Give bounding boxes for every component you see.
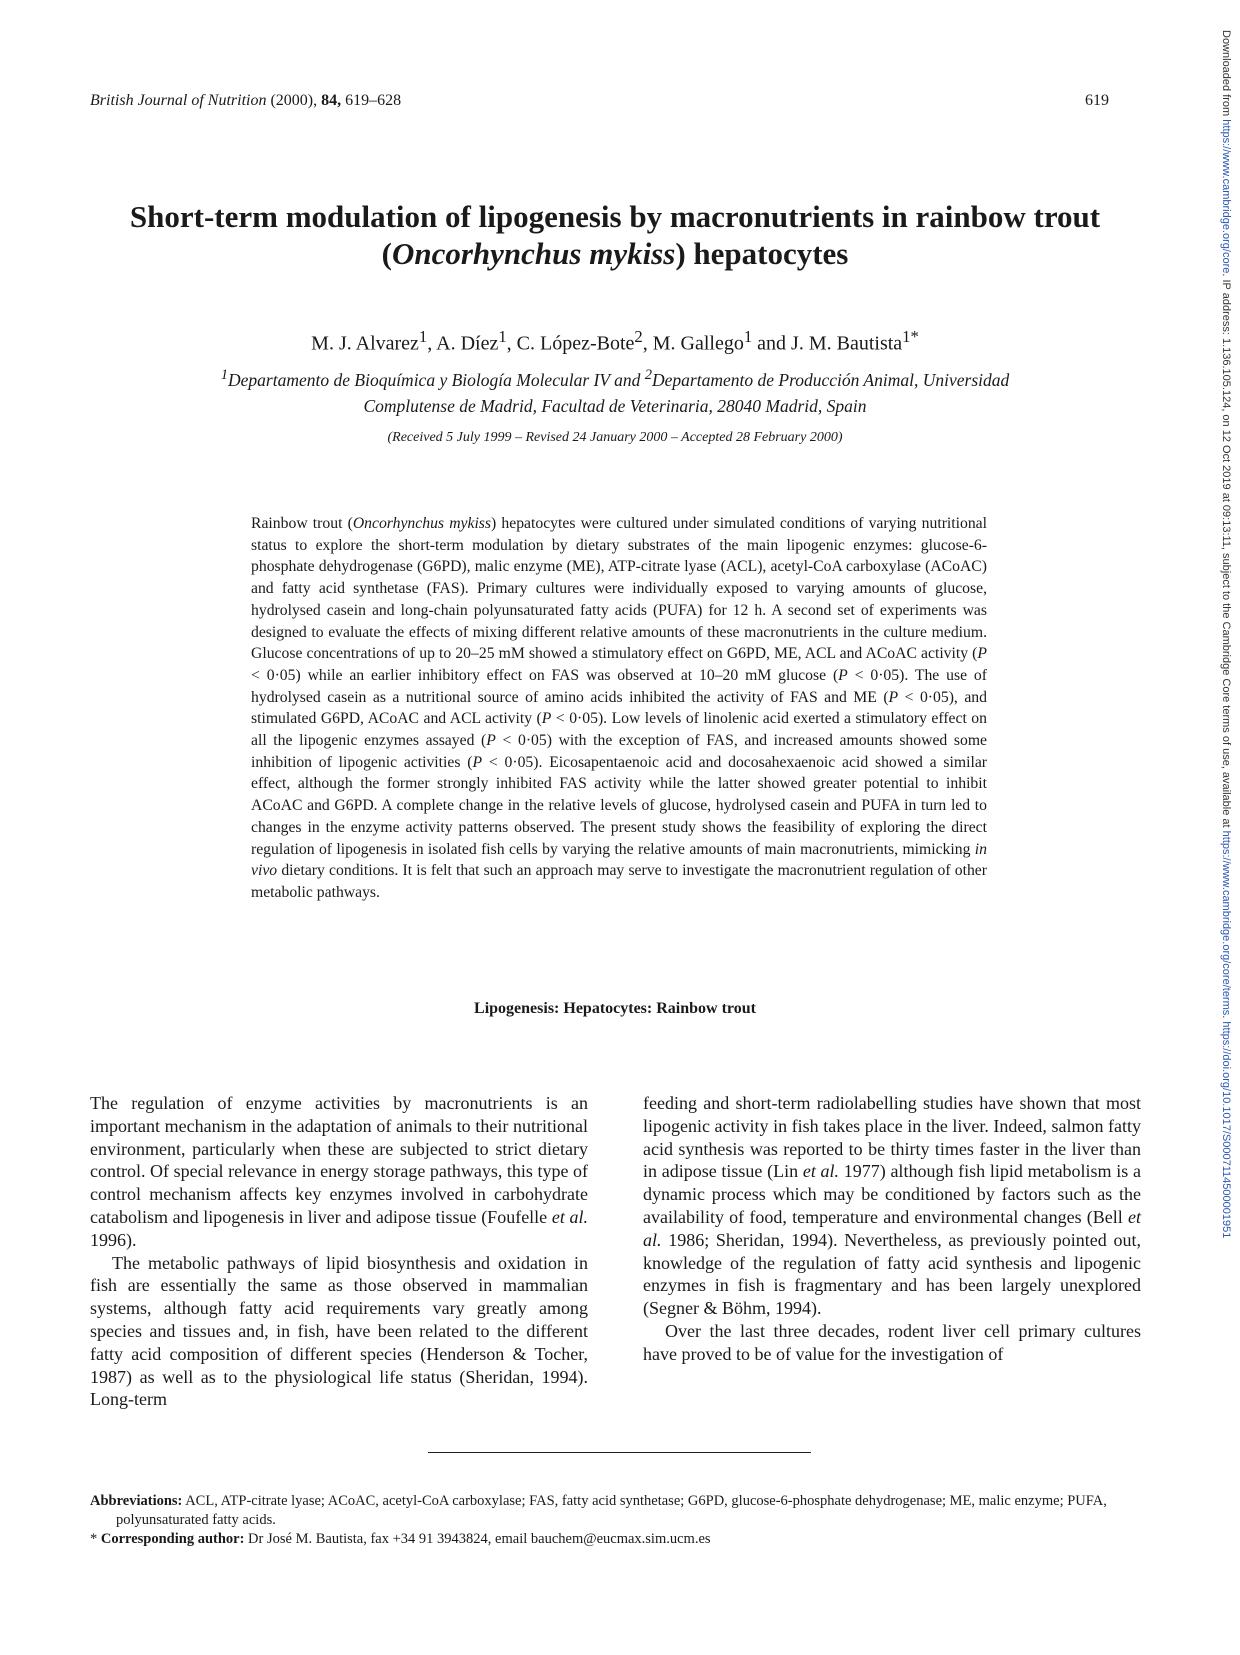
- abbreviations-footnote: [90, 1492, 1150, 1530]
- footnote-star: *: [90, 1531, 101, 1547]
- author: and J. M. Bautista: [752, 332, 903, 355]
- page-number: 619: [1085, 92, 1109, 109]
- abstract-text: < 0·05). The use of hydrolysed casein as a nutritional source of amino acids inhibited the activity of FAS and ME (: [251, 666, 987, 706]
- author: M. J. Alvarez: [311, 332, 419, 355]
- author: , M. Gallego: [642, 332, 744, 355]
- affiliation-address: Complutense de Madrid, Facultad de Veterinaria, 28040 Madrid, Spain: [363, 395, 867, 416]
- body-text-italic: et al.: [643, 1206, 1141, 1250]
- abstract-text: < 0·05). Eicosapentaenoic acid and docosahexaenoic acid showed a similar effect, although the former strongly inhibited FAS activity while the latter showed greater potential to inhibit ACoAC and G6PD. A complete change in the relative levels of glucose, hydrolysed casein and PUFA in turn led to changes in the enzyme activity patterns observed. The present study shows the feasibility of exploring the direct regulation of lipogenesis in isolated fish cells by varying the relative amounts of main macronutrients, mimicking: [251, 753, 988, 858]
- abstract: [251, 513, 987, 904]
- abstract-text: ) hepatocytes were cultured under simulated conditions of varying nutritional status to explore the short-term modulation by dietary substrates of the main lipogenic enzymes: glucose-6-phosphate dehydrogenase (G6PD), malic enzyme (ME), ATP-citrate lyase (ACL), acetyl-CoA carboxylase (ACoAC) and fatty acid synthetase (FAS). Primary cultures were individually exposed to varying amounts of glucose, hydrolysed casein and long-chain polyunsaturated fatty acids (PUFA) for 12 h. A second set of experiments was designed to evaluate the effects of mixing different relative amounts of these macronutrients in the culture medium. Glucose concentrations of up to 20–25 mM showed a stimulatory effect on G6PD, ME, ACL and ACoAC activity (: [251, 515, 988, 663]
- affiliation-mark: 1*: [902, 327, 919, 346]
- footnote-text: ACL, ATP-citrate lyase; ACoAC, acetyl-CoA carboxylase; FAS, fatty acid synthetase; G6PD, glucose-6-phosphate dehydrogenase; ME, malic enzyme; PUFA, polyunsaturated fatty acids.: [116, 1493, 1107, 1528]
- notice-text: .: [1220, 1015, 1232, 1022]
- journal-volume: 84,: [321, 92, 342, 109]
- journal-name: British Journal of Nutrition: [90, 92, 267, 109]
- title-species: Oncorhynchus mykiss: [391, 236, 676, 271]
- body-text-italic: et al.: [802, 1161, 840, 1182]
- p-value-symbol: P: [486, 732, 496, 750]
- abstract-text: < 0·05). Low levels of linolenic acid exerted a stimulatory effect on all the lipogenic enzymes assayed (: [251, 710, 987, 750]
- p-value-symbol: P: [541, 710, 552, 728]
- footnote-label: Corresponding author:: [100, 1531, 245, 1547]
- terms-link[interactable]: https://www.cambridge.org/core/terms: [1220, 830, 1232, 1016]
- p-value-symbol: P: [888, 688, 899, 706]
- affiliation-mark: 2: [634, 327, 643, 346]
- doi-link[interactable]: https://doi.org/10.1017/S0007114500001951: [1220, 1021, 1232, 1239]
- received-dates: (Received 5 July 1999 – Revised 24 January 2000 – Accepted 28 February 2000): [387, 430, 843, 445]
- body-paragraph: [90, 1092, 588, 1252]
- abstract-text: < 0·05) with the exception of FAS, and increased amounts showed some inhibition of lipogenic activities (: [251, 732, 987, 771]
- body-text: The regulation of enzyme activities by macronutrients is an important mechanism in the adaptation of animals to their nutritional environment, particularly when these are subjected to strict dietary control. Of special relevance in energy storage pathways, this type of control mechanism affects key enzymes involved in carbohydrate catabolism and lipogenesis in liver and adipose tissue (Foufelle: [90, 1093, 588, 1227]
- title-line-2: ) hepatocytes: [675, 236, 849, 271]
- affiliation-mark: 1: [220, 367, 229, 383]
- body-paragraph: The metabolic pathways of lipid biosynthesis and oxidation in fish are essentially the same as those observed in mammalian systems, although fatty acid requirements vary greatly among species and tissues and, in fish, have been related to the different fatty acid composition of different species (Henderson & Tocher, 1987) as well as to the physiological life status (Sheridan, 1994). Long-term: [90, 1252, 588, 1410]
- footnotes: [90, 1492, 1150, 1549]
- p-value-symbol: P: [838, 666, 848, 684]
- abstract-species: Oncorhynchus mykiss: [352, 515, 492, 532]
- notice-text: Downloaded from: [1220, 30, 1232, 120]
- body-column-right: [643, 1092, 1141, 1366]
- body-text: 1986; Sheridan, 1994). Nevertheless, as previously pointed out, knowledge of the regulation of fatty acid synthesis and lipogenic enzymes in fish is fragmentary and has been largely unexplored (Segner & Böhm, 1994).: [643, 1229, 1141, 1319]
- author-list: [60, 327, 1170, 356]
- affiliation-mark: 2: [644, 367, 653, 383]
- body-text: feeding and short-term radiolabelling studies have shown that most lipogenic activity in fish takes place in the liver. Indeed, salmon fatty acid synthesis was reported to be thirty times faster in the liver than in adipose tissue (Lin: [643, 1093, 1141, 1182]
- title-line-1: Short-term modulation of lipogenesis by macronutrients in rainbow trout: [129, 199, 1101, 234]
- abstract-text: Rainbow trout (: [251, 515, 353, 532]
- affiliation-mark: 1: [743, 327, 753, 346]
- p-value-symbol: P: [977, 645, 987, 663]
- notice-text: . IP address: 1.136.105.124, on 12 Oct 2019 at 09:13:11, subject to the Cambridge Core terms of use, available at: [1220, 273, 1232, 831]
- journal-year: (2000),: [270, 92, 318, 109]
- affiliations: [90, 362, 1140, 419]
- affiliation-dept-1: Departamento de Bioquímica y Biología Molecular IV and: [228, 369, 645, 390]
- footnote-divider: [428, 1452, 811, 1453]
- author: , C. López-Bote: [506, 332, 635, 355]
- body-text-italic: et al.: [551, 1206, 588, 1227]
- title-open-paren: (: [381, 236, 392, 271]
- abstract-in-vivo: in vivo: [251, 840, 987, 880]
- affiliation-mark: 1: [418, 327, 428, 346]
- p-value-symbol: P: [472, 753, 483, 771]
- author: , A. Díez: [427, 332, 499, 355]
- journal-pages: 619–628: [345, 92, 402, 109]
- corresponding-author-footnote: [90, 1530, 1150, 1549]
- abstract-text: < 0·05) while an earlier inhibitory effect on FAS was observed at 10–20 mM glucose (: [251, 666, 839, 684]
- cambridge-core-link[interactable]: https://www.cambridge.org/core: [1220, 119, 1232, 274]
- abstract-text: dietary conditions. It is felt that such an approach may serve to investigate the macronutrient regulation of other metabolic pathways.: [251, 862, 987, 901]
- footnote-text: Dr José M. Bautista, fax +34 91 3943824, email bauchem@eucmax.sim.ucm.es: [244, 1531, 711, 1547]
- affiliation-dept-2: Departamento de Producción Animal, Universidad: [652, 369, 1010, 390]
- body-text: 1977) although fish lipid metabolism is a dynamic process which may be conditioned by factors such as the availability of food, temperature and environmental changes (Bell: [643, 1161, 1141, 1227]
- body-paragraph: Over the last three decades, rodent liver cell primary cultures have proved to be of value for the investigation of: [643, 1320, 1141, 1364]
- affiliation-mark: 1: [498, 327, 507, 346]
- download-notice: [1220, 30, 1232, 1238]
- keywords: Lipogenesis: Hepatocytes: Rainbow trout: [474, 1000, 756, 1017]
- abstract-text: < 0·05), and stimulated G6PD, ACoAC and ACL activity (: [251, 688, 987, 728]
- body-text: 1996).: [90, 1229, 137, 1250]
- footnote-label: Abbreviations:: [90, 1493, 183, 1509]
- body-paragraph: [643, 1092, 1141, 1320]
- running-header: [90, 92, 401, 110]
- body-column-left: [90, 1092, 588, 1411]
- paper-title: [60, 198, 1170, 272]
